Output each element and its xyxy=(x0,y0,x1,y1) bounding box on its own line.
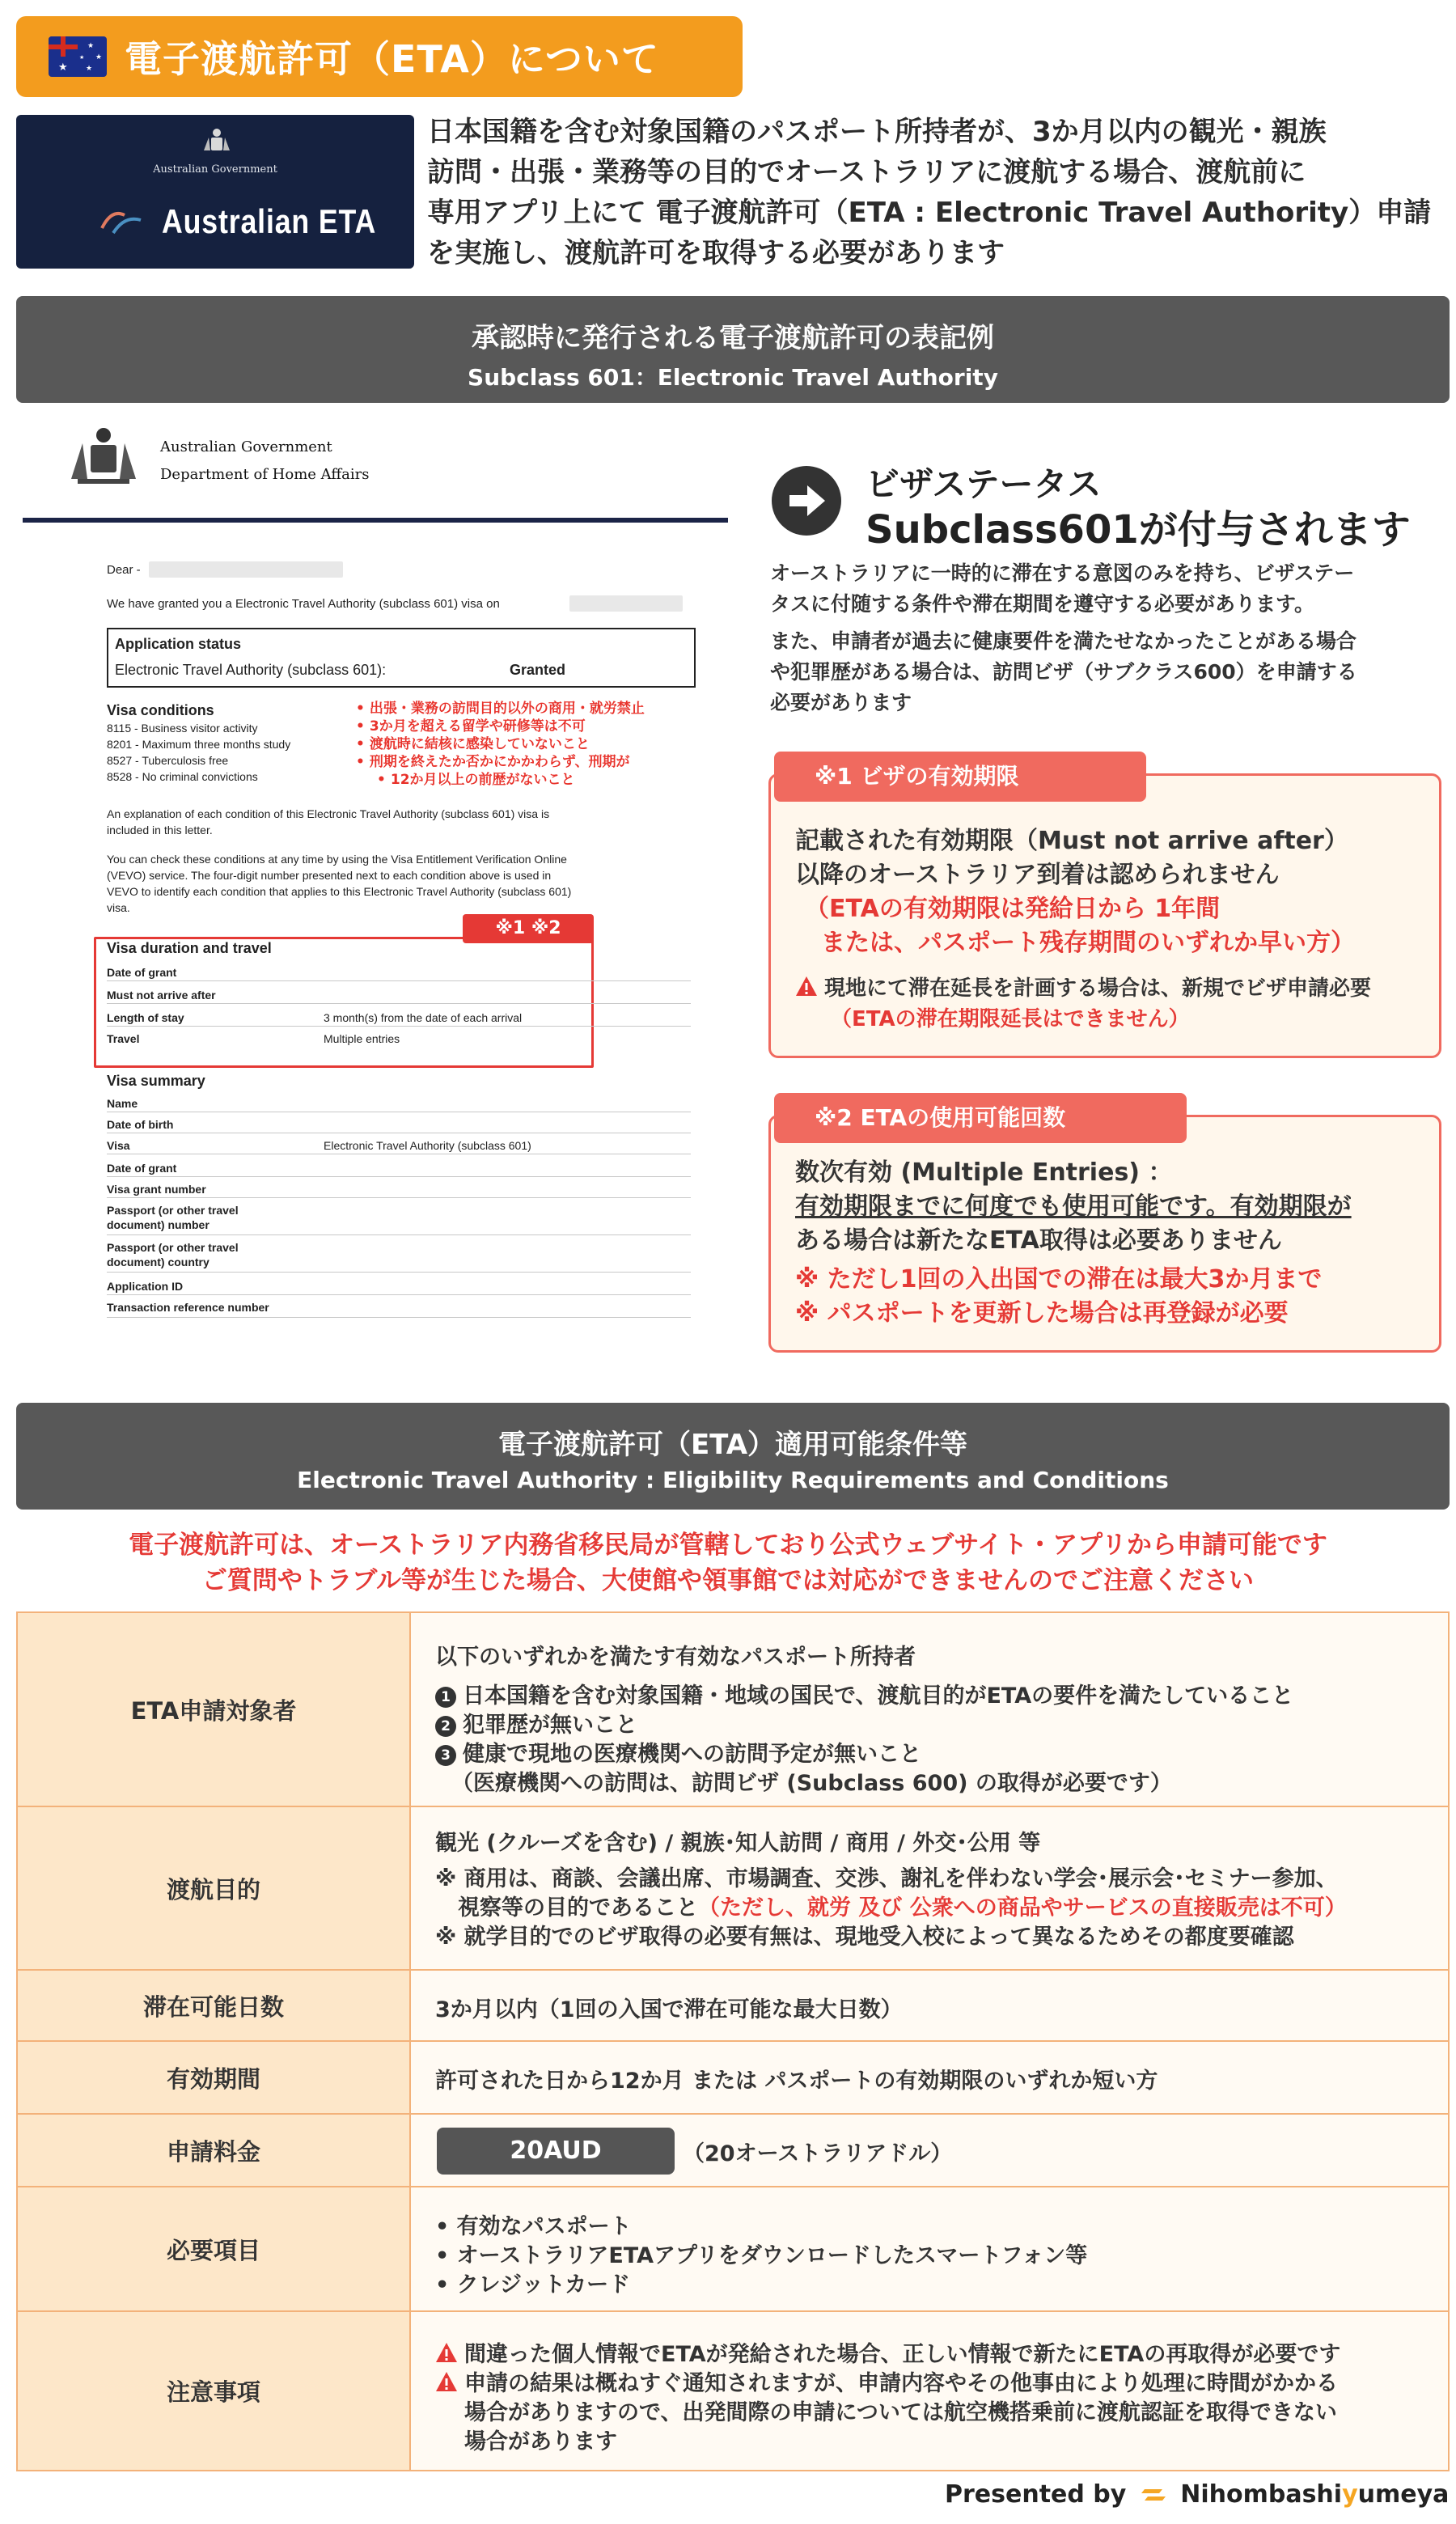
row-content xyxy=(411,1613,1448,1806)
cell-line: 間違った個人情報でETAが発給された場合、正しい情報で新たにETAの再取得が必要です xyxy=(435,2336,1340,2368)
letter-dept: Department of Home Affairs xyxy=(160,466,370,483)
body-line: タスに付随する条件や滞在期間を遵守する必要があります。 xyxy=(770,592,1315,616)
cell-line: 許可された日から12か月 または パスポートの有効期限のいずれか短い方 xyxy=(435,2069,1158,2094)
card-line: 有効期限までに何度でも使用可能です。有効期限が xyxy=(795,1192,1352,1221)
row-divider xyxy=(107,1026,691,1027)
duration-row-value: Multiple entries xyxy=(324,1032,400,1045)
redacted-block xyxy=(569,595,683,612)
condition-item: 8115 - Business visitor activity xyxy=(107,722,258,735)
cell-line: 2 犯罪歴が無いこと xyxy=(435,1707,637,1738)
card-red-line: （ETAの有効期限は発給日から 1年間 xyxy=(805,895,1221,923)
condition-note: • 刑期を終えたか否かにかかわらず、刑期が xyxy=(356,754,630,771)
card-warning: 現地にて滞在延長を計画する場合は、新規でビザ申請必要 xyxy=(795,972,1371,1006)
condition-note: • 3か月を超える留学や研修等は不可 xyxy=(356,718,586,735)
table-row xyxy=(18,2312,1448,2470)
row-header: 必要項目 xyxy=(18,2187,411,2310)
condition-item: 8527 - Tuberculosis free xyxy=(107,754,229,767)
body-line: また、申請者が過去に健康要件を満たせなかったことがある場合 xyxy=(770,629,1357,653)
eligibility-table xyxy=(16,1611,1450,2471)
presented-label: Presented by xyxy=(945,2480,1127,2509)
body-line: 必要があります xyxy=(770,691,912,714)
letter-header xyxy=(23,413,728,523)
fee-amount-badge: 20AUD xyxy=(437,2128,675,2175)
body-line: や犯罪歴がある場合は、訪問ビザ（サブクラス600）を申請する xyxy=(770,660,1357,684)
page-title: 電子渡航許可（ETA）について xyxy=(125,37,659,81)
condition-note: • 渡航時に結核に感染していないこと xyxy=(356,736,590,753)
letter-para: (VEVO) service. The four-digit number presented next to each condition above is used in xyxy=(107,869,552,882)
row-content xyxy=(411,2187,1448,2310)
section-title-jp: 電子渡航許可（ETA）適用可能条件等 xyxy=(497,1429,968,1461)
highlight-marker: ※1 ※2 xyxy=(463,914,594,943)
section-header-example xyxy=(16,296,1450,403)
row-divider xyxy=(107,1272,691,1273)
card-line: 記載された有効期限（Must not arrive after） xyxy=(795,827,1348,855)
status-value: Granted xyxy=(510,662,566,678)
section-title-en: Subclass 601：Electronic Travel Authority xyxy=(468,364,998,391)
table-row xyxy=(18,2187,1448,2312)
letter-para: visa. xyxy=(107,901,130,914)
card-red-line: ※ ただし1回の入出国での滞在は最大3か月まで xyxy=(795,1265,1323,1294)
cell-line: 3か月以内（1回の入国で滞在可能な最大日数） xyxy=(435,1997,903,2022)
letter-granted: We have granted you a Electronic Travel Authority (subclass 601) visa on xyxy=(107,597,500,611)
redacted-block xyxy=(149,561,343,578)
intro-line: 日本国籍を含む対象国籍のパスポート所持者が、3か月以内の観光・親族 xyxy=(427,116,1327,148)
intro-text xyxy=(427,112,1446,273)
letter-para: VEVO to identify each condition that applies to this Electronic Travel Authority (subclass 601) xyxy=(107,885,572,898)
duration-row-value: 3 month(s) from the date of each arrival xyxy=(324,1011,523,1024)
card-line: 以降のオーストラリア到着は認められません xyxy=(795,861,1280,889)
row-divider xyxy=(107,1003,691,1004)
visa-status-heading: ビザステータス xyxy=(866,464,1102,504)
section-title-en: Electronic Travel Authority : Eligibility Requirements and Conditions xyxy=(297,1467,1169,1493)
brand-name: Nihombashiyumeya xyxy=(1180,2480,1450,2509)
visa-expiry-card xyxy=(768,763,1441,1058)
letter-para: You can check these conditions at any time by using the Visa Entitlement Verification Online xyxy=(107,853,567,866)
summary-row-label: Date of birth xyxy=(107,1118,174,1131)
summary-row-label: Date of grant xyxy=(107,1162,177,1175)
summary-row-label: Name xyxy=(107,1097,138,1110)
table-row xyxy=(18,1971,1448,2042)
notice-line: 電子渡航許可は、オーストラリア内務省移民局が管轄しており公式ウェブサイト・アプリから申請可能です xyxy=(129,1531,1327,1560)
row-divider xyxy=(107,1294,691,1295)
visa-subclass-heading: Subclass601が付与されます xyxy=(866,507,1411,553)
cell-line: 1 日本国籍を含む対象国籍・地域の国民で、渡航目的がETAの要件を満たしていること xyxy=(435,1678,1293,1709)
summary-row-label: document) number xyxy=(107,1218,210,1231)
cell-line: （医療機関への訪問は、訪問ビザ (Subclass 600) の取得が必要です） xyxy=(451,1771,1172,1796)
intro-line: 専用アプリ上にて 電子渡航許可（ETA : Electronic Travel Authority）申請 xyxy=(427,197,1432,229)
summary-row-label: Transaction reference number xyxy=(107,1301,269,1314)
letter-gov: Australian Government xyxy=(160,438,332,455)
body-line: オーストラリアに一時的に滞在する意図のみを持ち、ビザステー xyxy=(770,561,1355,585)
summary-row-label: Visa xyxy=(107,1139,130,1152)
table-row xyxy=(18,1613,1448,1807)
visa-status-body xyxy=(770,558,1450,718)
row-content xyxy=(411,1971,1448,2040)
logo-gov-text: Australian Government xyxy=(153,163,277,176)
condition-note: • 12か月以上の前歴がないこと xyxy=(377,772,575,789)
summary-title: Visa summary xyxy=(107,1073,205,1089)
summary-row-label: Passport (or other travel xyxy=(107,1241,239,1254)
coat-of-arms-icon xyxy=(201,126,233,157)
letter-dear: Dear - xyxy=(107,563,141,577)
row-divider xyxy=(107,1234,691,1235)
cell-line: （20オーストラリアドル） xyxy=(683,2141,953,2166)
status-title: Application status xyxy=(115,636,242,652)
row-divider xyxy=(107,1317,691,1318)
duration-row-label: Date of grant xyxy=(107,966,177,979)
warning-icon xyxy=(795,976,818,997)
condition-item: 8528 - No criminal convictions xyxy=(107,770,258,783)
section-title-jp: 承認時に発行される電子渡航許可の表記例 xyxy=(472,322,994,354)
card-line: 数次有効 (Multiple Entries) ： xyxy=(795,1158,1173,1187)
cell-line: 以下のいずれかを満たす有効なパスポート所持者 xyxy=(435,1645,916,1670)
row-divider xyxy=(107,1197,691,1198)
summary-row-value: Electronic Travel Authority (subclass 601) xyxy=(324,1139,531,1152)
conditions-title: Visa conditions xyxy=(107,702,214,718)
page-title-bar xyxy=(16,16,743,97)
official-notice xyxy=(24,1527,1432,1599)
row-content xyxy=(411,2312,1448,2470)
warning-icon xyxy=(435,2342,458,2363)
table-row xyxy=(18,2042,1448,2115)
cell-line: 場合があります xyxy=(464,2429,617,2454)
section-header-eligibility xyxy=(16,1403,1450,1510)
cell-line: 3 健康で現地の医療機関への訪問予定が無いこと xyxy=(435,1736,921,1768)
eta-hands-icon xyxy=(97,204,146,236)
card-tag: ※1 ビザの有効期限 xyxy=(774,752,1146,802)
duration-row-label: Must not arrive after xyxy=(107,989,216,1002)
table-row xyxy=(18,2115,1448,2187)
row-content xyxy=(411,2042,1448,2113)
condition-note: • 出張・業務の訪問目的以外の商用・就労禁止 xyxy=(356,701,645,718)
row-content xyxy=(411,1807,1448,1969)
card-red-line: または、パスポート残存期間のいずれか早い方） xyxy=(821,929,1355,957)
cell-line: 観光 (クルーズを含む) / 親族･知人訪問 / 商用 / 外交･公用 等 xyxy=(435,1831,1041,1856)
row-header: ETA申請対象者 xyxy=(18,1613,411,1806)
duration-row-label: Travel xyxy=(107,1032,140,1045)
australian-eta-logo xyxy=(16,115,414,269)
card-tag: ※2 ETAの使用可能回数 xyxy=(774,1093,1187,1143)
cell-line: • オーストラリアETAアプリをダウンロードしたスマートフォン等 xyxy=(435,2243,1088,2268)
cell-line: ※ 商用は、商談、会議出席、市場調査、交渉、謝礼を伴わない学会･展示会･セミナー参加、 xyxy=(435,1866,1338,1891)
brand-logo-icon xyxy=(1141,2484,1166,2505)
duration-title: Visa duration and travel xyxy=(107,940,272,956)
cell-line: 申請の結果は概ねすぐ通知されますが、申請内容やその他事由により処理に時間がかかる xyxy=(435,2365,1338,2397)
letter-para: An explanation of each condition of this Electronic Travel Authority (subclass 601) visa is xyxy=(107,807,550,820)
row-header: 注意事項 xyxy=(18,2312,411,2470)
row-header: 滞在可能日数 xyxy=(18,1971,411,2040)
table-row xyxy=(18,1807,1448,1971)
cell-line: • クレジットカード xyxy=(435,2272,631,2297)
condition-item: 8201 - Maximum three months study xyxy=(107,738,291,751)
coat-of-arms-icon xyxy=(63,422,144,500)
card-warning-sub: （ETAの滞在期限延長はできません） xyxy=(831,1007,1190,1031)
cell-line: 視察等の目的であること（ただし、就労 及び 公衆への商品やサービスの直接販売は不可） xyxy=(458,1895,1347,1921)
cell-line: 場合がありますので、出発間際の申請については航空機搭乗前に渡航認証を取得できない xyxy=(464,2400,1337,2425)
notice-line: ご質問やトラブル等が生じた場合、大使館や領事館では対応ができませんのでご注意ください xyxy=(201,1566,1255,1595)
application-status-box xyxy=(107,628,696,688)
intro-line: を実施し、渡航許可を取得する必要があります xyxy=(427,237,1005,269)
cell-line: • 有効なパスポート xyxy=(435,2214,632,2239)
logo-name: Australian ETA xyxy=(162,202,377,240)
warning-icon xyxy=(435,2371,458,2392)
card-line: ある場合は新たなETA取得は必要ありません xyxy=(795,1226,1282,1255)
intro-line: 訪問・出張・業務等の目的でオーストラリアに渡航する場合、渡航前に xyxy=(427,156,1306,188)
presented-by xyxy=(945,2480,1449,2509)
status-label: Electronic Travel Authority (subclass 601): xyxy=(115,662,387,678)
summary-row-label: Passport (or other travel xyxy=(107,1204,239,1217)
card-red-line: ※ パスポートを更新した場合は再登録が必要 xyxy=(795,1299,1289,1328)
eta-usage-card xyxy=(768,1104,1441,1353)
row-header: 申請料金 xyxy=(18,2115,411,2186)
row-header: 渡航目的 xyxy=(18,1807,411,1969)
australia-flag-icon: ★ ★ ★ ★ ★ xyxy=(49,36,107,77)
summary-row-label: Visa grant number xyxy=(107,1183,206,1196)
summary-row-label: document) country xyxy=(107,1256,210,1268)
summary-row-label: Application ID xyxy=(107,1280,184,1293)
row-content xyxy=(411,2115,1448,2186)
letter-para: included in this letter. xyxy=(107,824,213,836)
row-header: 有効期間 xyxy=(18,2042,411,2113)
duration-row-label: Length of stay xyxy=(107,1011,184,1024)
eta-letter-sample xyxy=(23,413,728,1375)
row-divider xyxy=(107,980,691,981)
cell-line: ※ 就学目的でのビザ取得の必要有無は、現地受入校によって異なるためその都度要確認 xyxy=(435,1925,1294,1950)
row-divider xyxy=(107,1176,691,1177)
arrow-right-icon xyxy=(772,466,841,536)
